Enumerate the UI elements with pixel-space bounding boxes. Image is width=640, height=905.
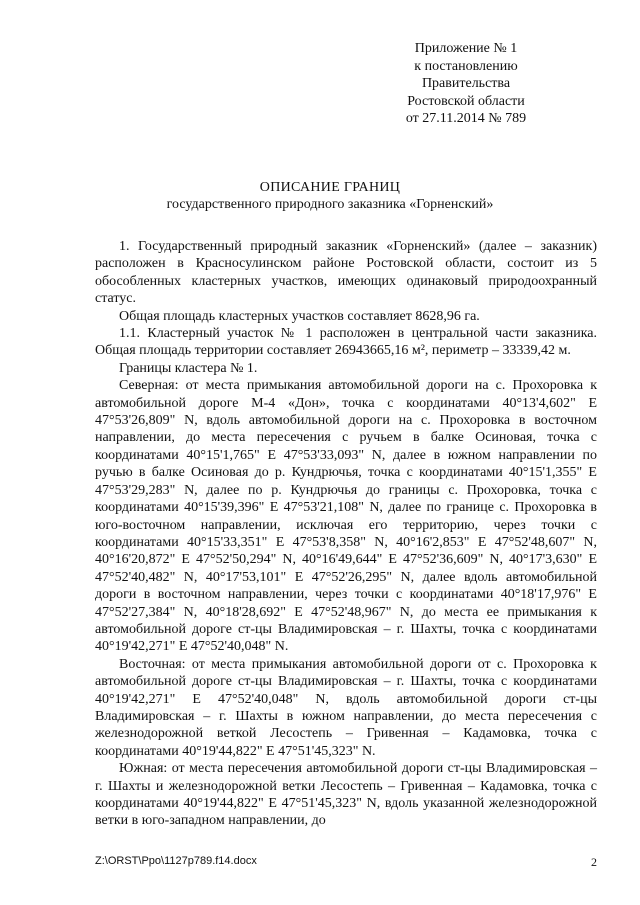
title-subheading: государственного природного заказника «Горненский» <box>166 197 494 212</box>
file-path: Z:\ORST\Ppo\1127p789.f14.docx <box>95 855 257 867</box>
paragraph: Северная: от места примыкания автомобильной дороги на с. Прохоровка к автомобильной дороге М-4 «Дон», точка с координатами 40°13'4,602" E 47°53'26,809" N, вдоль автомобильной дороги на с. Прохоровка в восточном направлении, до места пересечения с ручьем в балке Осиновая, точка с координатами 40°15'1,765" E 47°53'33,093" N, далее в южном направлении по ручью в балке Осиновая до р. Кундрючья, точка с координатами 40°15'1,355" E 47°53'29,283" N, далее по р. Кундрючья до границы с. Прохоровка, точка с координатами 40°15'39,396" E 47°53'21,108" N, далее по границе с. Прохоровка в юго-восточном направлении, исключая его территорию, через точки с координатами 40°15'33,351" E 47°53'8,358" N, 40°16'2,853" E 47°52'48,607" N, 40°16'20,872" E 47°52'50,294" N, 40°16'49,644" E 47°52'36,609" N, 40°17'3,630" E 47°52'40,482" N, 40°17'53,101" E 47°52'26,295" N, далее вдоль автомобильной дороги в восточном направлении, через точки с координатами 40°18'17,976" E 47°52'27,384" N, 40°18'28,692" E 47°52'48,967" N, до места ее примыкания к автомобильной дороге ст-цы Владимировская – г. Шахты, точка с координатами 40°19'42,271" E 47°52'40,048" N. <box>95 378 597 655</box>
title-heading: ОПИСАНИЕ ГРАНИЦ <box>259 180 401 195</box>
paragraph: Южная: от места пересечения автомобильной дороги ст-цы Владимировская – г. Шахты и железнодорожной ветки Лесостепь – Гривенная – Кадамовка, точка с координатами 40°19'44,822" E 47°51'45,323" N, вдоль указанной железнодорожной ветки в юго-западном направлении, до <box>95 761 597 829</box>
appendix-line: Правительства <box>421 76 511 91</box>
document-title <box>95 179 565 213</box>
appendix-line: к постановлению <box>414 58 518 74</box>
paragraph: Восточная: от места примыкания автомобильной дороги от с. Прохоровка к автомобильной дороге ст-цы Владимировская – г. Шахты, точка с координатами 40°19'42,271" E 47°52'40,048" N, вдоль автомобильной дороги ст-цы Владимировская – г. Шахты в южном направлении, до места пересечения с железнодорожной веткой Лесостепь – Гривенная – Кадамовка, точка с координатами 40°19'44,822" E 47°51'45,323" N. <box>95 656 597 759</box>
page-number: 2 <box>591 855 597 869</box>
paragraph: Общая площадь кластерных участков составляет 8628,96 га. <box>119 308 480 324</box>
appendix-line: Приложение № 1 <box>414 41 518 56</box>
appendix-line: от 27.11.2014 № 789 <box>405 111 527 126</box>
paragraph: 1.1. Кластерный участок № 1 расположен в центральной части заказника. Общая площадь территории составляет 26943665,16 м², периметр – 33339,42 м. <box>95 326 597 359</box>
paragraph: 1. Государственный природный заказник «Горненский» (далее – заказник) расположен в Красносулинском районе Ростовской области, состоит из 5 обособленных кластерных участков, имеющих одинаковый природоохранный статус. <box>95 239 597 307</box>
document-body <box>95 238 597 830</box>
appendix-header <box>366 40 566 128</box>
appendix-line: Ростовской области <box>407 93 525 109</box>
paragraph: Границы кластера № 1. <box>119 360 258 376</box>
